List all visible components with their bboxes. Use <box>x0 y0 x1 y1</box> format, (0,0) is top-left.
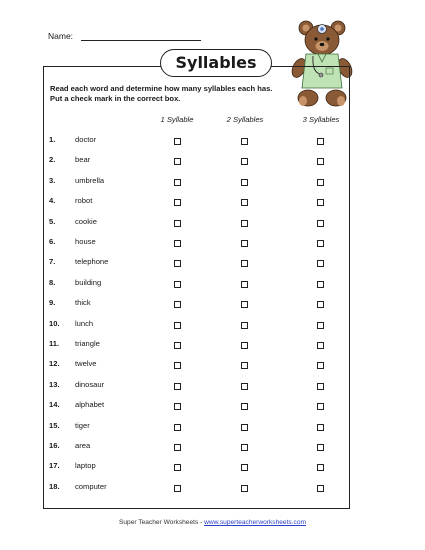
item-word: twelve <box>75 359 97 369</box>
list-item <box>0 319 425 331</box>
checkbox-3-syllables[interactable] <box>317 464 324 471</box>
list-item <box>0 400 425 412</box>
item-word: doctor <box>75 135 97 144</box>
list-item <box>0 135 425 147</box>
item-number: 15. <box>49 420 60 430</box>
list-item <box>0 461 425 473</box>
item-number: 10. <box>49 318 60 328</box>
list-item <box>0 237 425 249</box>
checkbox-3-syllables[interactable] <box>317 240 324 247</box>
checkbox-3-syllables[interactable] <box>317 199 324 206</box>
checkbox-3-syllables[interactable] <box>317 260 324 267</box>
checkbox-3-syllables[interactable] <box>317 301 324 308</box>
list-item <box>0 257 425 269</box>
checkbox-2-syllables[interactable] <box>241 485 248 492</box>
checkbox-2-syllables[interactable] <box>241 362 248 369</box>
checkbox-3-syllables[interactable] <box>317 342 324 349</box>
item-number: 16. <box>49 441 60 450</box>
item-word: umbrella <box>75 175 105 185</box>
item-word: bear <box>75 155 91 165</box>
checkbox-2-syllables[interactable] <box>241 342 248 349</box>
item-word: triangle <box>75 339 100 348</box>
checkbox-2-syllables[interactable] <box>241 260 248 267</box>
item-word: robot <box>75 196 93 206</box>
checkbox-2-syllables[interactable] <box>241 424 248 431</box>
list-item <box>0 278 425 290</box>
item-number: 17. <box>49 461 60 471</box>
list-item <box>0 441 425 453</box>
list-item <box>0 196 425 208</box>
list-item <box>0 421 425 433</box>
name-label: Name: <box>48 31 74 41</box>
checkbox-1-syllable[interactable] <box>174 260 181 267</box>
item-number: 14. <box>49 400 60 410</box>
checkbox-2-syllables[interactable] <box>241 179 248 186</box>
item-number: 6. <box>49 237 56 246</box>
checkbox-2-syllables[interactable] <box>241 199 248 206</box>
checkbox-2-syllables[interactable] <box>241 240 248 247</box>
worksheet-title: Syllables <box>160 49 272 77</box>
item-number: 12. <box>49 359 60 369</box>
checkbox-3-syllables[interactable] <box>317 444 324 451</box>
checkbox-3-syllables[interactable] <box>317 220 324 227</box>
list-item <box>0 155 425 167</box>
checkbox-3-syllables[interactable] <box>317 281 324 288</box>
item-number: 5. <box>49 216 56 226</box>
checkbox-3-syllables[interactable] <box>317 138 324 145</box>
item-word: alphabet <box>75 400 105 410</box>
checkbox-2-syllables[interactable] <box>241 383 248 390</box>
list-item <box>0 176 425 188</box>
item-word: building <box>75 277 102 287</box>
list-item <box>0 380 425 392</box>
list-item <box>0 217 425 229</box>
name-blank[interactable] <box>81 31 201 41</box>
list-item <box>0 298 425 310</box>
checkbox-3-syllables[interactable] <box>317 403 324 410</box>
item-number: 7. <box>49 257 56 267</box>
checkbox-1-syllable[interactable] <box>174 158 181 165</box>
checkbox-3-syllables[interactable] <box>317 179 324 186</box>
item-word: area <box>75 441 91 450</box>
item-word: house <box>75 237 96 246</box>
list-item <box>0 359 425 371</box>
checkbox-2-syllables[interactable] <box>241 403 248 410</box>
checkbox-3-syllables[interactable] <box>317 362 324 369</box>
checkbox-2-syllables[interactable] <box>241 220 248 227</box>
checkbox-1-syllable[interactable] <box>174 383 181 390</box>
item-word: computer <box>75 481 107 491</box>
instructions: Read each word and determine how many syllables each has. Put a check mark in the correct box. <box>50 84 273 103</box>
checkbox-3-syllables[interactable] <box>317 158 324 165</box>
item-word: tiger <box>75 420 90 430</box>
item-word: cookie <box>75 216 97 226</box>
column-header-1-syllable: 1 Syllable <box>160 115 194 124</box>
checkbox-1-syllable[interactable] <box>174 220 181 227</box>
name-field <box>48 31 201 41</box>
checkbox-2-syllables[interactable] <box>241 464 248 471</box>
checkbox-2-syllables[interactable] <box>241 281 248 288</box>
item-number: 13. <box>49 379 60 389</box>
checkbox-2-syllables[interactable] <box>241 301 248 308</box>
checkbox-1-syllable[interactable] <box>174 240 181 247</box>
checkbox-2-syllables[interactable] <box>241 138 248 145</box>
item-number: 2. <box>49 155 56 165</box>
checkbox-3-syllables[interactable] <box>317 424 324 431</box>
item-number: 4. <box>49 196 56 206</box>
checkbox-1-syllable[interactable] <box>174 444 181 451</box>
checkbox-1-syllable[interactable] <box>174 281 181 288</box>
checkbox-2-syllables[interactable] <box>241 158 248 165</box>
item-number: 1. <box>49 135 56 144</box>
footer-text: Super Teacher Worksheets - <box>118 519 205 526</box>
checkbox-1-syllable[interactable] <box>174 179 181 186</box>
item-word: telephone <box>75 257 109 267</box>
checkbox-3-syllables[interactable] <box>317 322 324 329</box>
item-number: 8. <box>49 277 56 287</box>
checkbox-2-syllables[interactable] <box>241 322 248 329</box>
column-header-3-syllables: 3 Syllables <box>302 115 340 124</box>
checkbox-2-syllables[interactable] <box>241 444 248 451</box>
checkbox-3-syllables[interactable] <box>317 383 324 390</box>
checkbox-1-syllable[interactable] <box>174 485 181 492</box>
checkbox-1-syllable[interactable] <box>174 464 181 471</box>
checkbox-1-syllable[interactable] <box>174 138 181 145</box>
list-item <box>0 482 425 494</box>
item-number: 9. <box>49 298 56 308</box>
item-word: lunch <box>75 318 94 328</box>
item-word: dinosaur <box>75 379 105 389</box>
checkbox-1-syllable[interactable] <box>174 403 181 410</box>
footer-link[interactable]: www.superteacherworksheets.com <box>204 519 307 526</box>
item-number: 3. <box>49 175 56 185</box>
checkbox-1-syllable[interactable] <box>174 424 181 431</box>
column-header-2-syllables: 2 Syllables <box>226 115 264 124</box>
checkbox-1-syllable[interactable] <box>174 322 181 329</box>
checkbox-1-syllable[interactable] <box>174 199 181 206</box>
checkbox-3-syllables[interactable] <box>317 485 324 492</box>
checkbox-1-syllable[interactable] <box>174 342 181 349</box>
list-item <box>0 339 425 351</box>
footer <box>0 519 425 526</box>
item-word: laptop <box>75 461 96 471</box>
checkbox-1-syllable[interactable] <box>174 362 181 369</box>
item-number: 18. <box>49 481 60 491</box>
item-word: thick <box>75 298 91 308</box>
item-number: 11. <box>49 339 60 348</box>
checkbox-1-syllable[interactable] <box>174 301 181 308</box>
